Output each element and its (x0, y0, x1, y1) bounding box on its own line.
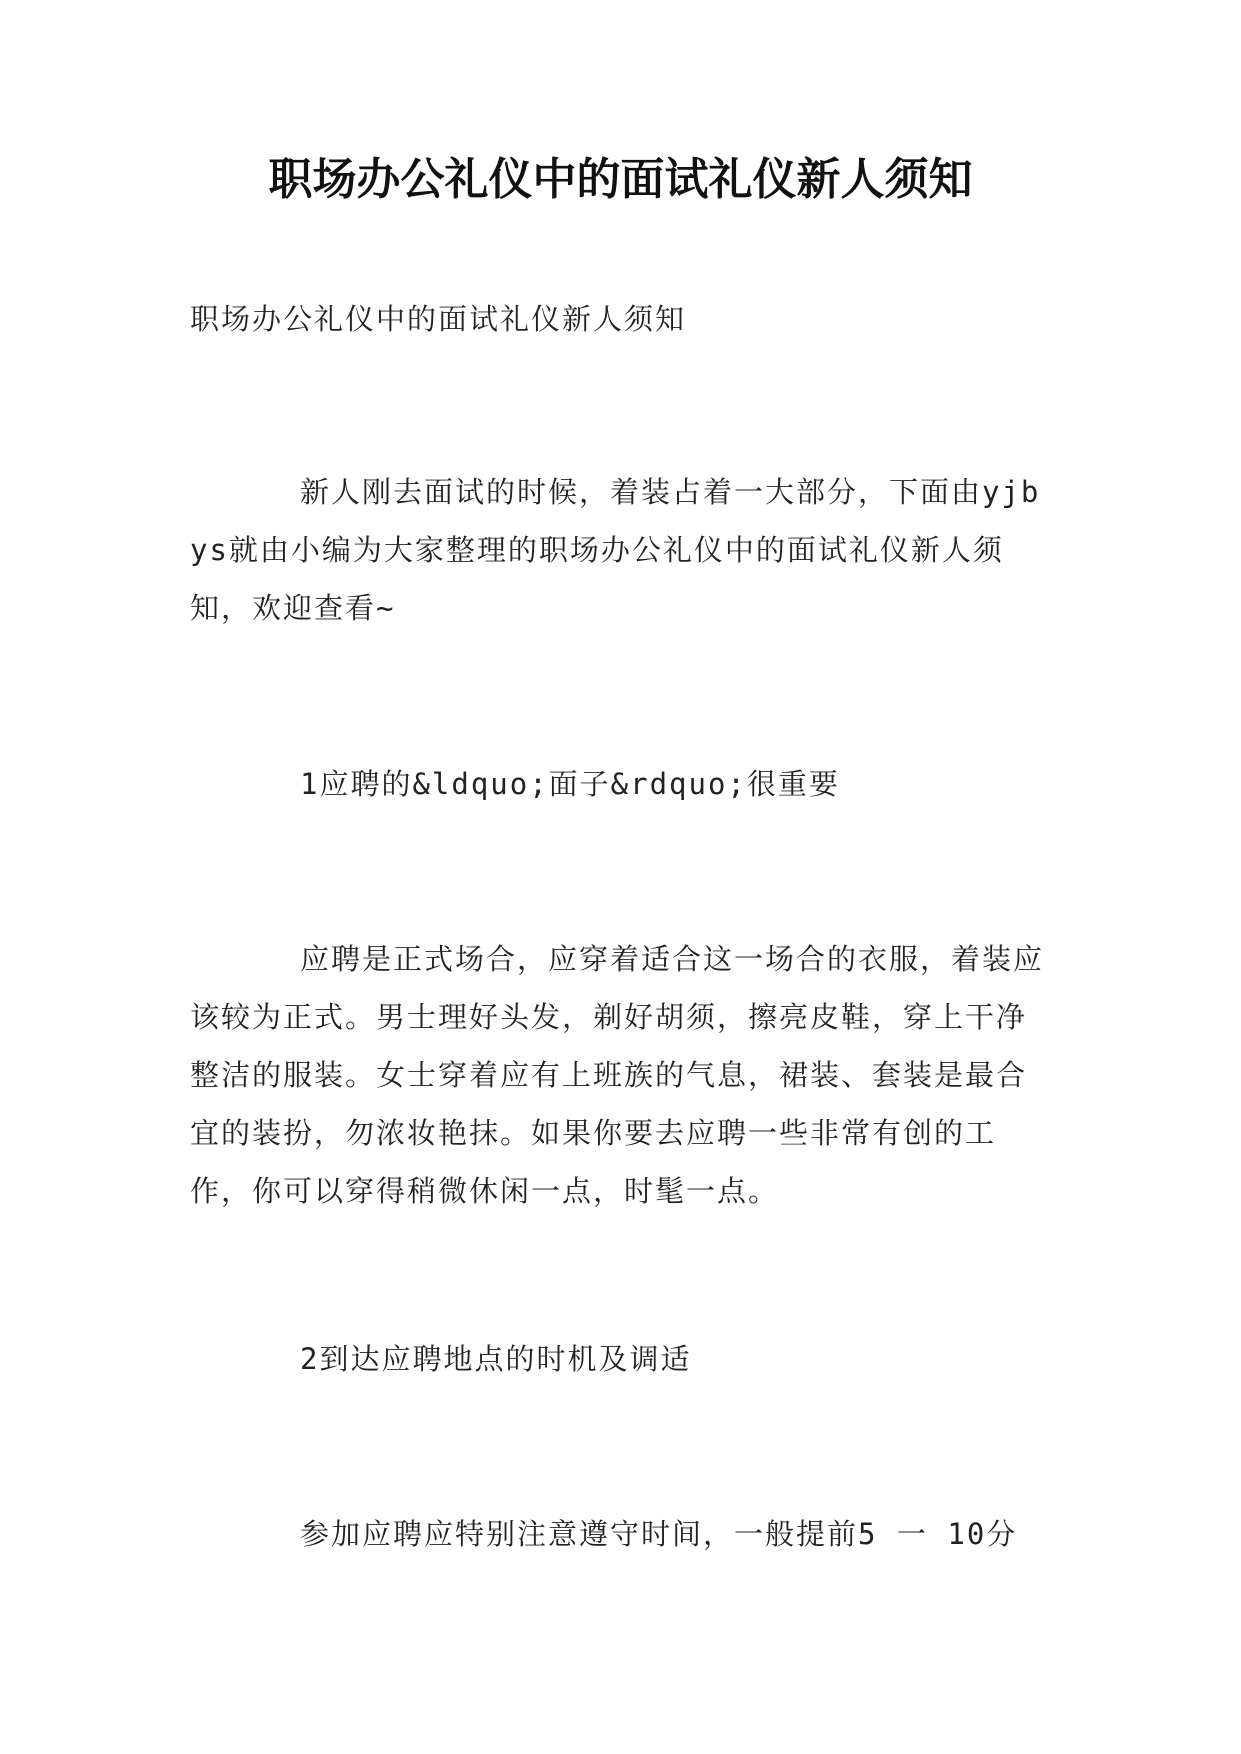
attire-paragraph: 应聘是正式场合，应穿着适合这一场合的衣服，着装应该较为正式。男士理好头发，剃好胡须，擦亮皮鞋，穿上干净整洁的服装。女士穿着应有上班族的气息，裙装、套装是最合宜的装扮，勿浓妆艳抹。如果你要去应聘一些非常有创的工作，你可以穿得稍微休闲一点，时髦一点。 (190, 942, 1045, 1208)
section-heading-1: 1应聘的&ldquo;面子&rdquo;很重要 (300, 767, 840, 801)
intro-paragraph: 新人刚去面试的时候，着装占着一大部分，下面由yjbys就由小编为大家整理的职场办公礼仪中的面试礼仪新人须知，欢迎查看~ (190, 475, 1041, 625)
section-heading-2: 2到达应聘地点的时机及调适 (300, 1342, 692, 1376)
document-subtitle: 职场办公礼仪中的面试礼仪新人须知 (190, 302, 687, 336)
timing-paragraph: 参加应聘应特别注意遵守时间，一般提前5 一 10分 (300, 1517, 1018, 1551)
document-title: 职场办公礼仪中的面试礼仪新人须知 (268, 154, 973, 205)
